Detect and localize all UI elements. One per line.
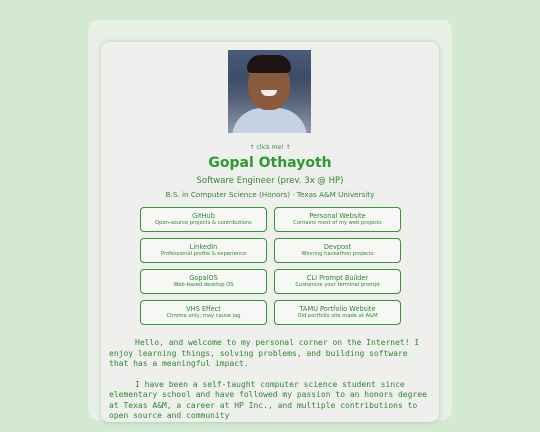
profile-degree: B.S. in Computer Science (Honors) · Texas A&M University (165, 190, 375, 199)
cli-prompt-builder-link-button[interactable] (274, 269, 401, 294)
linkedin-link-button[interactable] (140, 238, 267, 263)
profile-photo[interactable] (228, 50, 311, 133)
link-desc: Open-source projects & contributions (155, 220, 252, 226)
intro-paragraph-2: I have been a self-taught computer science student since elementary school and have followed my passion to an honors degree at Texas A&M, a career at HP Inc., and multiple contributions to open source and community (109, 379, 427, 420)
link-desc: Professional profile & experience (160, 251, 247, 257)
link-title: GitHub (192, 212, 215, 220)
link-title: Devpost (323, 243, 352, 251)
link-desc: Chrome only; may cause lag (166, 313, 241, 319)
profile-title: Software Engineer (prev. 3x @ HP) (196, 176, 344, 186)
intro-paragraph-1: Hello, and welcome to my personal corner on the Internet! I enjoy learning things, solving problems, and building software that has a meaningful impact. (109, 338, 420, 368)
link-desc: Contains most of my web projects (293, 220, 382, 226)
photo-shirt (232, 108, 307, 133)
link-desc: Web-based desktop OS (173, 282, 234, 288)
devpost-link-button[interactable] (274, 238, 401, 263)
tamu-portfolio-link-button[interactable] (274, 300, 401, 325)
link-title: GopalOS (189, 274, 218, 282)
link-grid (140, 207, 401, 325)
link-title: LinkedIn (189, 243, 218, 251)
link-title: VHS Effect (186, 305, 221, 313)
link-desc: Old portfolio site made at A&M (297, 313, 378, 319)
link-desc: Customize your terminal prompt (295, 282, 380, 288)
vhs-effect-button[interactable] (140, 300, 267, 325)
profile-name: Gopal Othayoth (208, 155, 332, 171)
photo-hair (247, 55, 291, 73)
gopalos-link-button[interactable] (140, 269, 267, 294)
intro-text (109, 338, 431, 432)
link-desc: Winning hackathon projects (301, 251, 374, 257)
link-title: Personal Website (309, 212, 366, 220)
github-link-button[interactable] (140, 207, 267, 232)
click-hint: ↑ click me! ↑ (249, 144, 291, 151)
link-title: TAMU Portfolio Website (299, 305, 376, 313)
personal-website-link-button[interactable] (274, 207, 401, 232)
link-title: CLI Prompt Builder (306, 274, 369, 282)
